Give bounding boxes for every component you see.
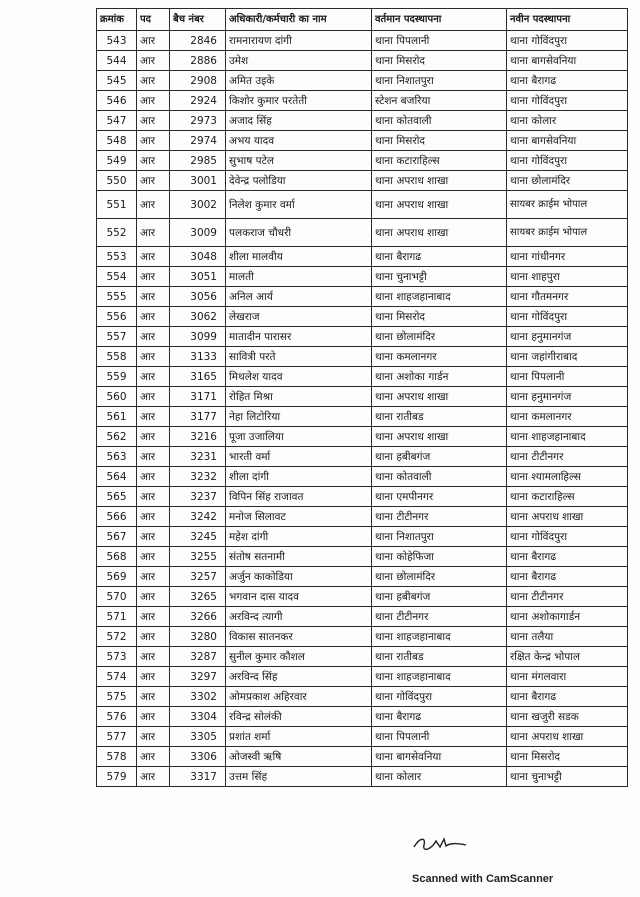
cell-post: आर (137, 567, 170, 587)
cell-badge-number: 2973 (170, 111, 226, 131)
cell-current-posting: थाना निशातपुरा (372, 527, 507, 547)
cell-badge-number: 3001 (170, 171, 226, 191)
cell-name: महेश दांगी (226, 527, 372, 547)
cell-current-posting: थाना कोतवाली (372, 467, 507, 487)
cell-badge-number: 3302 (170, 687, 226, 707)
cell-new-posting: थाना बैरागढ (507, 687, 628, 707)
cell-badge-number: 2886 (170, 51, 226, 71)
cell-new-posting: थाना शाहजहानाबाद (507, 427, 628, 447)
cell-post: आर (137, 131, 170, 151)
table-row (97, 487, 628, 507)
cell-current-posting: थाना बागसेवनिया (372, 747, 507, 767)
cell-new-posting: थाना छोलामंदिर (507, 171, 628, 191)
cell-name: विकास सातनकर (226, 627, 372, 647)
cell-serial: 545 (97, 71, 137, 91)
cell-badge-number: 3304 (170, 707, 226, 727)
table-row (97, 547, 628, 567)
cell-name: शीला मालवीय (226, 247, 372, 267)
cell-serial: 549 (97, 151, 137, 171)
table-row (97, 91, 628, 111)
cell-serial: 547 (97, 111, 137, 131)
cell-current-posting: थाना अपराध शाखा (372, 191, 507, 219)
cell-new-posting: थाना मंगलवारा (507, 667, 628, 687)
cell-current-posting: थाना पिपलानी (372, 727, 507, 747)
cell-new-posting: रक्षित केन्द्र भोपाल (507, 647, 628, 667)
cell-post: आर (137, 707, 170, 727)
table-row (97, 367, 628, 387)
cell-new-posting: थाना तलैया (507, 627, 628, 647)
cell-serial: 561 (97, 407, 137, 427)
cell-current-posting: थाना बैरागढ (372, 247, 507, 267)
cell-post: आर (137, 427, 170, 447)
table-row (97, 747, 628, 767)
cell-serial: 576 (97, 707, 137, 727)
cell-serial: 567 (97, 527, 137, 547)
cell-badge-number: 3305 (170, 727, 226, 747)
cell-current-posting: थाना अशोका गार्डन (372, 367, 507, 387)
cell-post: आर (137, 507, 170, 527)
cell-post: आर (137, 667, 170, 687)
cell-badge-number: 2924 (170, 91, 226, 111)
table-row (97, 727, 628, 747)
cell-new-posting: थाना अशोकागार्डन (507, 607, 628, 627)
cell-badge-number: 2908 (170, 71, 226, 91)
cell-new-posting: थाना कोलार (507, 111, 628, 131)
cell-current-posting: थाना कोहेफिजा (372, 547, 507, 567)
cell-new-posting: थाना श्यामलाहिल्स (507, 467, 628, 487)
cell-serial: 556 (97, 307, 137, 327)
cell-badge-number: 3002 (170, 191, 226, 219)
table-row (97, 607, 628, 627)
table-row (97, 567, 628, 587)
cell-serial: 560 (97, 387, 137, 407)
table-header-row (97, 9, 628, 31)
cell-new-posting: थाना अपराध शाखा (507, 727, 628, 747)
table-row (97, 467, 628, 487)
cell-post: आर (137, 767, 170, 787)
cell-new-posting: थाना टीटीनगर (507, 447, 628, 467)
header-badge-number: बैच नंबर (170, 9, 226, 31)
cell-name: पलकराज चौधरी (226, 219, 372, 247)
cell-serial: 565 (97, 487, 137, 507)
cell-new-posting: सायबर क्राईम भोपाल (507, 219, 628, 247)
cell-post: आर (137, 31, 170, 51)
cell-new-posting: थाना बागसेवनिया (507, 51, 628, 71)
cell-badge-number: 3216 (170, 427, 226, 447)
cell-current-posting: थाना टीटीनगर (372, 507, 507, 527)
cell-serial: 572 (97, 627, 137, 647)
cell-post: आर (137, 407, 170, 427)
cell-post: आर (137, 247, 170, 267)
cell-current-posting: थाना मिसरोद (372, 307, 507, 327)
cell-current-posting: थाना अपराध शाखा (372, 219, 507, 247)
cell-badge-number: 3051 (170, 267, 226, 287)
cell-post: आर (137, 111, 170, 131)
cell-name: मनोज सिलावट (226, 507, 372, 527)
cell-serial: 555 (97, 287, 137, 307)
cell-current-posting: थाना कोतवाली (372, 111, 507, 131)
header-name: अधिकारी/कर्मचारी का नाम (226, 9, 372, 31)
cell-new-posting: थाना गोविंदपुरा (507, 151, 628, 171)
cell-new-posting: थाना बैरागढ (507, 547, 628, 567)
cell-current-posting: थाना छोलामंदिर (372, 327, 507, 347)
cell-serial: 548 (97, 131, 137, 151)
table-row (97, 387, 628, 407)
cell-name: अरविन्द सिंह (226, 667, 372, 687)
cell-name: लेखराज (226, 307, 372, 327)
cell-new-posting: थाना अपराध शाखा (507, 507, 628, 527)
cell-name: संतोष सतनामी (226, 547, 372, 567)
cell-name: प्रशांत शर्मा (226, 727, 372, 747)
cell-name: उत्तम सिंह (226, 767, 372, 787)
cell-new-posting: थाना खजुरी सडक (507, 707, 628, 727)
cell-post: आर (137, 327, 170, 347)
cell-serial: 554 (97, 267, 137, 287)
table-row (97, 627, 628, 647)
cell-current-posting: थाना एमपीनगर (372, 487, 507, 507)
cell-name: नेहा लिटोरिया (226, 407, 372, 427)
cell-name: निलेश कुमार वर्मा (226, 191, 372, 219)
cell-post: आर (137, 171, 170, 191)
cell-current-posting: थाना गोविंदपुरा (372, 687, 507, 707)
cell-current-posting: थाना रातीबड (372, 407, 507, 427)
cell-badge-number: 3245 (170, 527, 226, 547)
cell-post: आर (137, 307, 170, 327)
table-row (97, 527, 628, 547)
cell-post: आर (137, 71, 170, 91)
header-new-posting: नवीन पदस्थापना (507, 9, 628, 31)
cell-badge-number: 3165 (170, 367, 226, 387)
cell-post: आर (137, 587, 170, 607)
cell-current-posting: थाना कोलार (372, 767, 507, 787)
table-row (97, 51, 628, 71)
table-row (97, 71, 628, 91)
cell-current-posting: थाना अपराध शाखा (372, 171, 507, 191)
cell-serial: 552 (97, 219, 137, 247)
table-row (97, 219, 628, 247)
cell-name: रोहित मिश्रा (226, 387, 372, 407)
cell-current-posting: थाना अपराध शाखा (372, 387, 507, 407)
cell-badge-number: 3257 (170, 567, 226, 587)
cell-name: अजाद सिंह (226, 111, 372, 131)
table-row (97, 131, 628, 151)
table-row (97, 327, 628, 347)
cell-new-posting: थाना चुनाभट्टी (507, 767, 628, 787)
cell-name: मालती (226, 267, 372, 287)
cell-serial: 557 (97, 327, 137, 347)
cell-name: ओमप्रकाश अहिरवार (226, 687, 372, 707)
cell-name: भगवान दास यादव (226, 587, 372, 607)
cell-current-posting: थाना निशातपुरा (372, 71, 507, 91)
cell-current-posting: थाना मिसरोद (372, 131, 507, 151)
cell-serial: 569 (97, 567, 137, 587)
cell-post: आर (137, 91, 170, 111)
cell-name: भारती वर्मा (226, 447, 372, 467)
cell-name: शीला दांगी (226, 467, 372, 487)
cell-name: अभय यादव (226, 131, 372, 151)
cell-new-posting: थाना गांधीनगर (507, 247, 628, 267)
cell-name: सावित्री परते (226, 347, 372, 367)
cell-current-posting: थाना हबीबगंज (372, 447, 507, 467)
table-row (97, 427, 628, 447)
table-row (97, 31, 628, 51)
transfer-list-table (96, 8, 628, 787)
cell-new-posting: थाना बैरागढ (507, 71, 628, 91)
cell-serial: 558 (97, 347, 137, 367)
table-row (97, 667, 628, 687)
cell-name: ओजस्वी ऋषि (226, 747, 372, 767)
cell-badge-number: 3287 (170, 647, 226, 667)
cell-current-posting: थाना बैरागढ (372, 707, 507, 727)
cell-new-posting: थाना बागसेवनिया (507, 131, 628, 151)
cell-new-posting: थाना शाहपुरा (507, 267, 628, 287)
cell-current-posting: थाना मिसरोद (372, 51, 507, 71)
cell-badge-number: 3056 (170, 287, 226, 307)
cell-serial: 564 (97, 467, 137, 487)
cell-new-posting: थाना मिसरोद (507, 747, 628, 767)
cell-name: देवेन्द्र पलोडिया (226, 171, 372, 191)
cell-badge-number: 3266 (170, 607, 226, 627)
cell-post: आर (137, 367, 170, 387)
header-current-posting: वर्तमान पदस्थापना (372, 9, 507, 31)
cell-name: सुनील कुमार कौशल (226, 647, 372, 667)
cell-post: आर (137, 347, 170, 367)
cell-post: आर (137, 51, 170, 71)
cell-new-posting: थाना गोविंदपुरा (507, 307, 628, 327)
header-post: पद (137, 9, 170, 31)
cell-current-posting: थाना शाहजहानाबाद (372, 287, 507, 307)
cell-name: अरविन्द त्यागी (226, 607, 372, 627)
cell-serial: 573 (97, 647, 137, 667)
cell-serial: 559 (97, 367, 137, 387)
cell-badge-number: 3048 (170, 247, 226, 267)
cell-serial: 550 (97, 171, 137, 191)
cell-name: मिथलेश यादव (226, 367, 372, 387)
cell-post: आर (137, 687, 170, 707)
cell-badge-number: 3280 (170, 627, 226, 647)
cell-name: सुभाष पटेल (226, 151, 372, 171)
cell-new-posting: थाना गौतमनगर (507, 287, 628, 307)
cell-serial: 544 (97, 51, 137, 71)
cell-badge-number: 3099 (170, 327, 226, 347)
header-serial: क्रमांक (97, 9, 137, 31)
cell-name: विपिन सिंह राजावत (226, 487, 372, 507)
cell-badge-number: 3177 (170, 407, 226, 427)
cell-post: आर (137, 527, 170, 547)
table-row (97, 191, 628, 219)
table-row (97, 247, 628, 267)
cell-name: रविन्द्र सोलंकी (226, 707, 372, 727)
cell-new-posting: थाना गोविंदपुरा (507, 31, 628, 51)
cell-serial: 577 (97, 727, 137, 747)
cell-post: आर (137, 547, 170, 567)
cell-badge-number: 3306 (170, 747, 226, 767)
cell-name: अर्जुन काकोडिया (226, 567, 372, 587)
cell-new-posting: थाना टीटीनगर (507, 587, 628, 607)
cell-post: आर (137, 267, 170, 287)
cell-current-posting: थाना टीटीनगर (372, 607, 507, 627)
cell-name: अनिल आर्य (226, 287, 372, 307)
cell-badge-number: 3265 (170, 587, 226, 607)
cell-post: आर (137, 191, 170, 219)
cell-post: आर (137, 467, 170, 487)
cell-new-posting: थाना बैरागढ (507, 567, 628, 587)
cell-serial: 563 (97, 447, 137, 467)
cell-serial: 551 (97, 191, 137, 219)
cell-badge-number: 3317 (170, 767, 226, 787)
cell-new-posting: थाना कमलानगर (507, 407, 628, 427)
cell-current-posting: थाना कटाराहिल्स (372, 151, 507, 171)
scanner-watermark-text: Scanned with CamScanner (412, 873, 554, 885)
cell-post: आर (137, 287, 170, 307)
cell-badge-number: 3133 (170, 347, 226, 367)
cell-post: आर (137, 647, 170, 667)
cell-name: किशोर कुमार परतेती (226, 91, 372, 111)
cell-badge-number: 3009 (170, 219, 226, 247)
cell-serial: 575 (97, 687, 137, 707)
cell-current-posting: थाना शाहजहानाबाद (372, 667, 507, 687)
cell-serial: 570 (97, 587, 137, 607)
cell-new-posting: थाना पिपलानी (507, 367, 628, 387)
cell-badge-number: 3297 (170, 667, 226, 687)
table-row (97, 507, 628, 527)
cell-new-posting: थाना गोविंदपुरा (507, 527, 628, 547)
cell-serial: 566 (97, 507, 137, 527)
cell-badge-number: 3237 (170, 487, 226, 507)
cell-current-posting: थाना हबीबगंज (372, 587, 507, 607)
cell-new-posting: थाना गोविंदपुरा (507, 91, 628, 111)
cell-post: आर (137, 747, 170, 767)
cell-badge-number: 3231 (170, 447, 226, 467)
cell-badge-number: 3242 (170, 507, 226, 527)
cell-post: आर (137, 727, 170, 747)
table-row (97, 587, 628, 607)
cell-post: आर (137, 151, 170, 171)
cell-badge-number: 3062 (170, 307, 226, 327)
cell-post: आर (137, 219, 170, 247)
cell-current-posting: थाना पिपलानी (372, 31, 507, 51)
cell-current-posting: थाना कमलानगर (372, 347, 507, 367)
cell-serial: 562 (97, 427, 137, 447)
cell-badge-number: 2985 (170, 151, 226, 171)
cell-new-posting: थाना हनुमानगंज (507, 327, 628, 347)
cell-name: उमेश (226, 51, 372, 71)
cell-current-posting: थाना छोलामंदिर (372, 567, 507, 587)
cell-new-posting: थाना हनुमानगंज (507, 387, 628, 407)
signature-mark (410, 833, 470, 853)
cell-serial: 574 (97, 667, 137, 687)
cell-serial: 571 (97, 607, 137, 627)
cell-serial: 578 (97, 747, 137, 767)
table-row (97, 267, 628, 287)
cell-badge-number: 3171 (170, 387, 226, 407)
cell-post: आर (137, 627, 170, 647)
cell-badge-number: 2846 (170, 31, 226, 51)
cell-new-posting: सायबर क्राईम भोपाल (507, 191, 628, 219)
cell-post: आर (137, 487, 170, 507)
cell-badge-number: 2974 (170, 131, 226, 151)
table-row (97, 151, 628, 171)
cell-badge-number: 3232 (170, 467, 226, 487)
table-row (97, 407, 628, 427)
table-row (97, 111, 628, 131)
cell-badge-number: 3255 (170, 547, 226, 567)
table-row (97, 647, 628, 667)
cell-post: आर (137, 387, 170, 407)
cell-post: आर (137, 607, 170, 627)
cell-new-posting: थाना जहांगीराबाद (507, 347, 628, 367)
table-row (97, 287, 628, 307)
cell-serial: 543 (97, 31, 137, 51)
table-row (97, 687, 628, 707)
table-row (97, 707, 628, 727)
cell-current-posting: थाना रातीबड (372, 647, 507, 667)
cell-current-posting: थाना शाहजहानाबाद (372, 627, 507, 647)
cell-current-posting: थाना अपराध शाखा (372, 427, 507, 447)
cell-current-posting: स्टेशन बजरिया (372, 91, 507, 111)
cell-serial: 568 (97, 547, 137, 567)
table-row (97, 347, 628, 367)
cell-current-posting: थाना चुनाभट्टी (372, 267, 507, 287)
cell-serial: 553 (97, 247, 137, 267)
cell-name: पूजा उजालिया (226, 427, 372, 447)
table-row (97, 767, 628, 787)
table-row (97, 171, 628, 191)
cell-name: रामनारायण दांगी (226, 31, 372, 51)
cell-new-posting: थाना कटाराहिल्स (507, 487, 628, 507)
cell-post: आर (137, 447, 170, 467)
table-row (97, 307, 628, 327)
cell-name: मातादीन पारासर (226, 327, 372, 347)
cell-serial: 546 (97, 91, 137, 111)
table-row (97, 447, 628, 467)
cell-name: अमित उइके (226, 71, 372, 91)
cell-serial: 579 (97, 767, 137, 787)
